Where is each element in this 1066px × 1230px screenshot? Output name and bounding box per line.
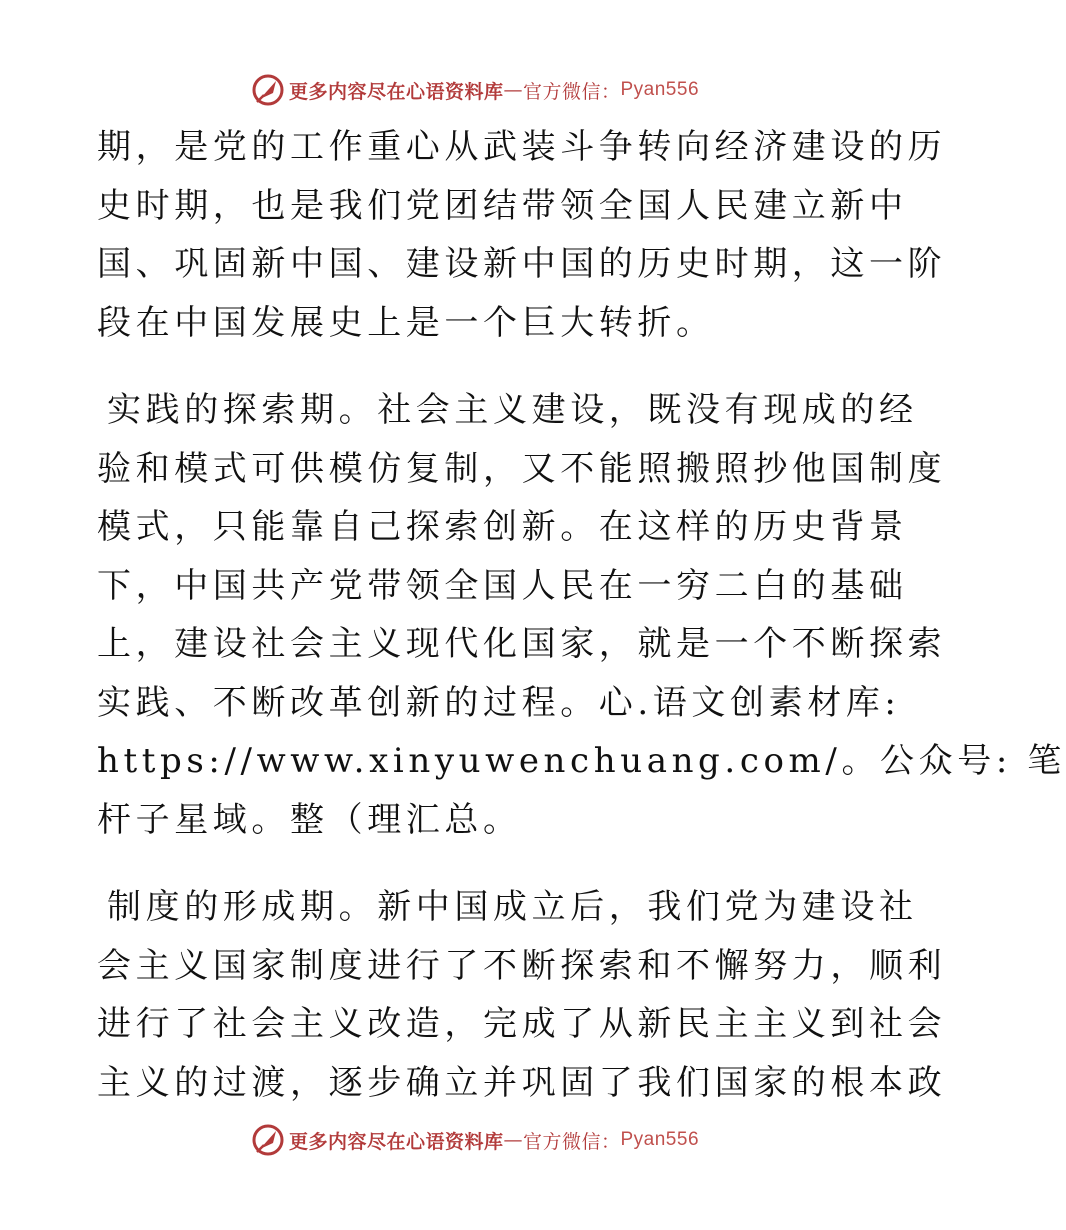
text-line: 制度的形成期。新中国成立后，我们党为建设社 <box>107 887 918 927</box>
text-line: 期，是党的工作重心从武装斗争转向经济建设的历 <box>97 127 947 167</box>
text-line: 进行了社会主义改造，完成了从新民主主义到社会 <box>97 1004 947 1044</box>
text-line: 会主义国家制度进行了不断探索和不懈努力，顺利 <box>97 945 947 986</box>
text-line: 上，建设社会主义现代化国家，就是一个不断探索 <box>97 624 947 664</box>
document-body <box>97 118 1066 1112</box>
banner-wechat-id: Pyan556 <box>620 1129 700 1150</box>
banner-dash: — <box>503 79 523 101</box>
header-banner <box>0 70 950 110</box>
quill-pen-logo-icon <box>251 1123 285 1157</box>
text-line: 杆子星域。整（理汇总。 <box>97 799 522 840</box>
text-line: https://www.xinyuwenchuang.com/。公众号: 笔 <box>97 741 1066 781</box>
banner-dash: — <box>503 1129 523 1151</box>
banner-contact-label: 官方微信： <box>522 80 621 103</box>
text-line: 验和模式可供模仿复制，又不能照搬照抄他国制度 <box>97 448 947 489</box>
banner-wechat-id: Pyan556 <box>620 79 700 100</box>
paragraph <box>97 878 947 1112</box>
paragraph <box>97 381 1066 849</box>
text-line: 主义的过渡，逐步确立并巩固了我们国家的根本政 <box>97 1062 947 1103</box>
banner-contact-label: 官方微信： <box>522 1130 621 1153</box>
text-line: 国、巩固新中国、建设新中国的历史时期，这一阶 <box>97 244 947 284</box>
text-line: 下，中国共产党带领全国人民在一穷二白的基础 <box>97 565 908 606</box>
footer-banner <box>0 1120 950 1160</box>
banner-brand: 更多内容尽在心语资料库 <box>288 1130 504 1153</box>
paragraph <box>97 118 947 352</box>
text-line: 模式，只能靠自己探索创新。在这样的历史背景 <box>97 507 908 547</box>
text-line: 史时期，也是我们党团结带领全国人民建立新中 <box>97 185 908 226</box>
text-line: 段在中国发展史上是一个巨大转折。 <box>97 302 715 343</box>
text-line: 实践、不断改革创新的过程。心.语文创素材库: <box>97 682 901 723</box>
banner-brand: 更多内容尽在心语资料库 <box>288 80 504 103</box>
quill-pen-logo-icon <box>251 73 285 107</box>
text-line: 实践的探索期。社会主义建设，既没有现成的经 <box>107 390 918 430</box>
